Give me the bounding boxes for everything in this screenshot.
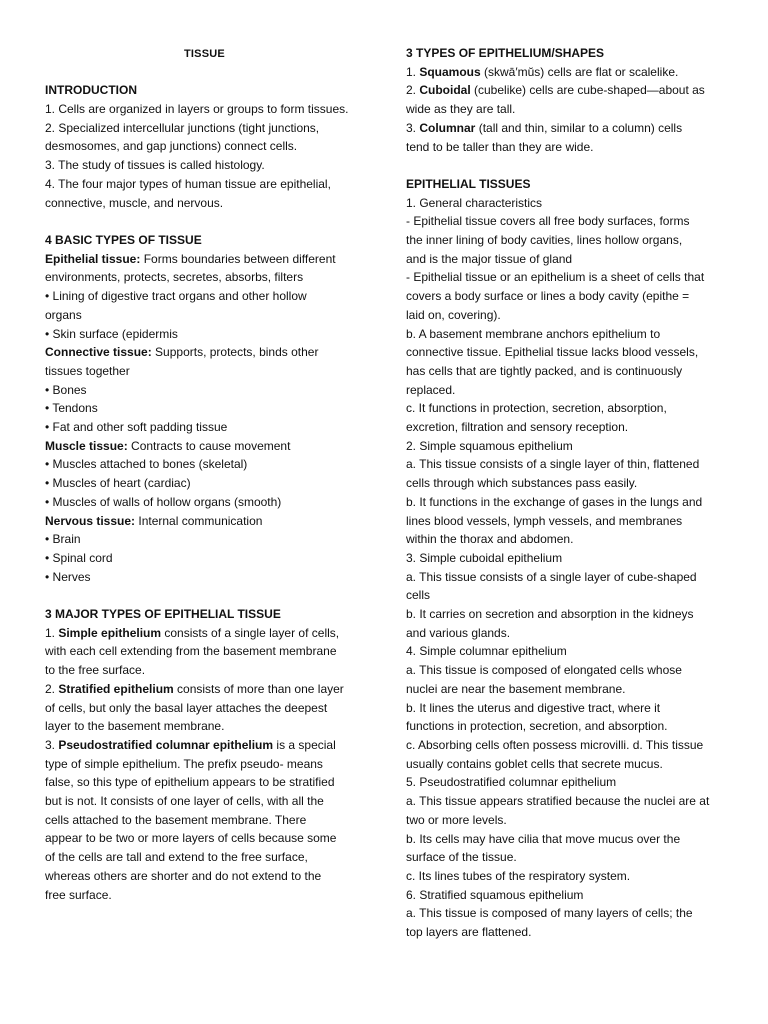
text-line: b. Its cells may have cilia that move mucus over the surface of the tissue. xyxy=(406,831,681,865)
text-line: b. A basement membrane anchors epithelium to connective tissue. Epithelial tissue lacks blood vessels, has cells that are tightly packed, and is continuously replaced. xyxy=(406,326,699,397)
major-epithelial-section xyxy=(45,605,367,904)
definition: Contracts to cause movement xyxy=(127,438,291,453)
definition: Internal communication xyxy=(135,513,263,528)
text-line: a. This tissue consists of a single layer of cube-shaped cells xyxy=(406,569,697,603)
definition: Forms boundaries between different environments, protects, secretes, absorbs, filters xyxy=(45,251,336,285)
intro-item: 2. Specialized intercellular junctions (tight junctions, desmosomes, and gap junctions) connect cells. xyxy=(45,120,320,154)
text-line: 5. Pseudostratified columnar epithelium xyxy=(406,775,617,790)
text-line: b. It carries on secretion and absorption in the kidneys and various glands. xyxy=(406,607,694,640)
text-line: a. This tissue appears stratified because the nuclei are at two or more levels. xyxy=(406,794,710,827)
term: Simple epithelium xyxy=(58,625,162,640)
term: Cuboidal xyxy=(419,83,471,98)
basic-types-section xyxy=(45,231,367,586)
text-line: b. It lines the uterus and digestive tract, where it functions in protection, secretion, and absorption. xyxy=(406,700,668,734)
item-number: 2. xyxy=(45,681,59,696)
item-number: 3. xyxy=(45,737,59,752)
bullet-item: • Skin surface (epidermis xyxy=(45,326,178,341)
pseudostratified-epithelium-item xyxy=(45,736,367,904)
introduction-section xyxy=(45,81,367,212)
intro-item: 4. The four major types of human tissue are epithelial, connective, muscle, and nervous. xyxy=(45,176,331,210)
muscle-tissue-definition xyxy=(45,437,367,456)
nervous-tissue-definition xyxy=(45,512,367,531)
text-line: c. It functions in protection, secretion, absorption, excretion, filtration and sensory reception. xyxy=(406,401,667,435)
columnar-item xyxy=(406,119,732,156)
definition: (tall and thin, similar to a column) cells tend to be taller than they are wide. xyxy=(406,120,683,154)
definition: is a special type of simple epithelium. The prefix pseudo- means false, so this type of epithelium appears to be stratified but is not. It consists of one layer of cells, with all the cells attached to the basement membrane. There appear to be two or more layers of cells because some of the cells are tall and extend to the free surface, whereas others are shorter and do not extend to the free surface. xyxy=(45,737,337,902)
text-line: a. This tissue is composed of many layers of cells; the top layers are flattened. xyxy=(406,906,693,940)
term: Squamous xyxy=(419,64,481,79)
simple-epithelium-item xyxy=(45,624,367,680)
text-line: 2. Simple squamous epithelium xyxy=(406,438,573,453)
bullet-item: • Tendons xyxy=(45,401,98,416)
connective-tissue-definition xyxy=(45,343,367,380)
bullet-item: • Brain xyxy=(45,532,81,547)
text-line: 3. Simple cuboidal epithelium xyxy=(406,550,563,565)
bullet-item: • Nerves xyxy=(45,569,91,584)
definition: consists of a single layer of cells, with each cell extending from the basement membrane to the free surface. xyxy=(45,625,340,678)
cuboidal-item xyxy=(406,81,732,118)
item-number: 3. xyxy=(406,120,420,135)
bullet-item: • Fat and other soft padding tissue xyxy=(45,420,228,435)
text-line: 4. Simple columnar epithelium xyxy=(406,644,567,659)
stratified-epithelium-item xyxy=(45,680,367,736)
item-number: 1. xyxy=(45,625,59,640)
definition: Supports, protects, binds other tissues together xyxy=(45,345,319,378)
text-line: a. This tissue is composed of elongated cells whose nuclei are near the basement membrane. xyxy=(406,663,682,696)
bullet-item: • Muscles of walls of hollow organs (smooth) xyxy=(45,494,282,509)
term: Connective tissue: xyxy=(45,345,152,360)
term: Columnar xyxy=(419,120,476,135)
item-number: 1. xyxy=(406,64,420,79)
major-epithelial-heading: 3 MAJOR TYPES OF EPITHELIAL TISSUE xyxy=(45,607,281,622)
epithelial-tissues-heading: EPITHELIAL TISSUES xyxy=(406,176,531,191)
intro-item: 3. The study of tissues is called histology. xyxy=(45,158,265,173)
epithelial-tissue-definition xyxy=(45,250,367,287)
item-number: 2. xyxy=(406,83,420,98)
right-column xyxy=(406,44,732,942)
text-line: c. Absorbing cells often possess microvilli. d. This tissue usually contains goblet cells that secrete mucus. xyxy=(406,738,704,771)
shapes-section xyxy=(406,44,732,156)
term: Stratified epithelium xyxy=(58,681,174,696)
text-line: - Epithelial tissue or an epithelium is a sheet of cells that covers a body surface or lines a body cavity (epithe = laid on, covering). xyxy=(406,270,705,322)
bullet-item: • Muscles attached to bones (skeletal) xyxy=(45,457,248,472)
bullet-item: • Bones xyxy=(45,382,87,397)
epithelial-tissues-section xyxy=(406,175,732,942)
intro-item: 1. Cells are organized in layers or groups to form tissues. xyxy=(45,102,349,117)
bullet-item: • Lining of digestive tract organs and other hollow organs xyxy=(45,289,307,322)
squamous-item xyxy=(406,63,732,82)
bullet-item: • Muscles of heart (cardiac) xyxy=(45,476,191,491)
term: Epithelial tissue: xyxy=(45,251,141,266)
text-line: 1. General characteristics xyxy=(406,195,543,210)
text-line: - Epithelial tissue covers all free body surfaces, forms the inner lining of body cavities, lines hollow organs, and is the major tissue of gland xyxy=(406,214,690,266)
definition: (skwā′mŭs) cells are flat or scalelike. xyxy=(480,64,679,79)
term: Muscle tissue: xyxy=(45,438,128,453)
shapes-heading: 3 TYPES OF EPITHELIUM/SHAPES xyxy=(406,46,605,60)
text-line: b. It functions in the exchange of gases in the lungs and lines blood vessels, lymph vessels, and membranes within the thorax and abdomen. xyxy=(406,494,703,547)
left-column xyxy=(45,44,367,904)
page-title: TISSUE xyxy=(184,48,225,60)
introduction-heading: INTRODUCTION xyxy=(45,83,137,98)
text-line: 6. Stratified squamous epithelium xyxy=(406,887,584,902)
text-line: c. Its lines tubes of the respiratory system. xyxy=(406,868,631,883)
definition: (cubelike) cells are cube-shaped—about as wide as they are tall. xyxy=(406,83,705,117)
term: Pseudostratified columnar epithelium xyxy=(58,737,274,752)
definition: consists of more than one layer of cells, but only the basal layer attaches the deepest layer to the basement membrane. xyxy=(45,681,344,734)
basic-types-heading: 4 BASIC TYPES OF TISSUE xyxy=(45,232,202,247)
term: Nervous tissue: xyxy=(45,513,136,528)
bullet-item: • Spinal cord xyxy=(45,550,113,565)
text-line: a. This tissue consists of a single layer of thin, flattened cells through which substances pass easily. xyxy=(406,457,700,491)
